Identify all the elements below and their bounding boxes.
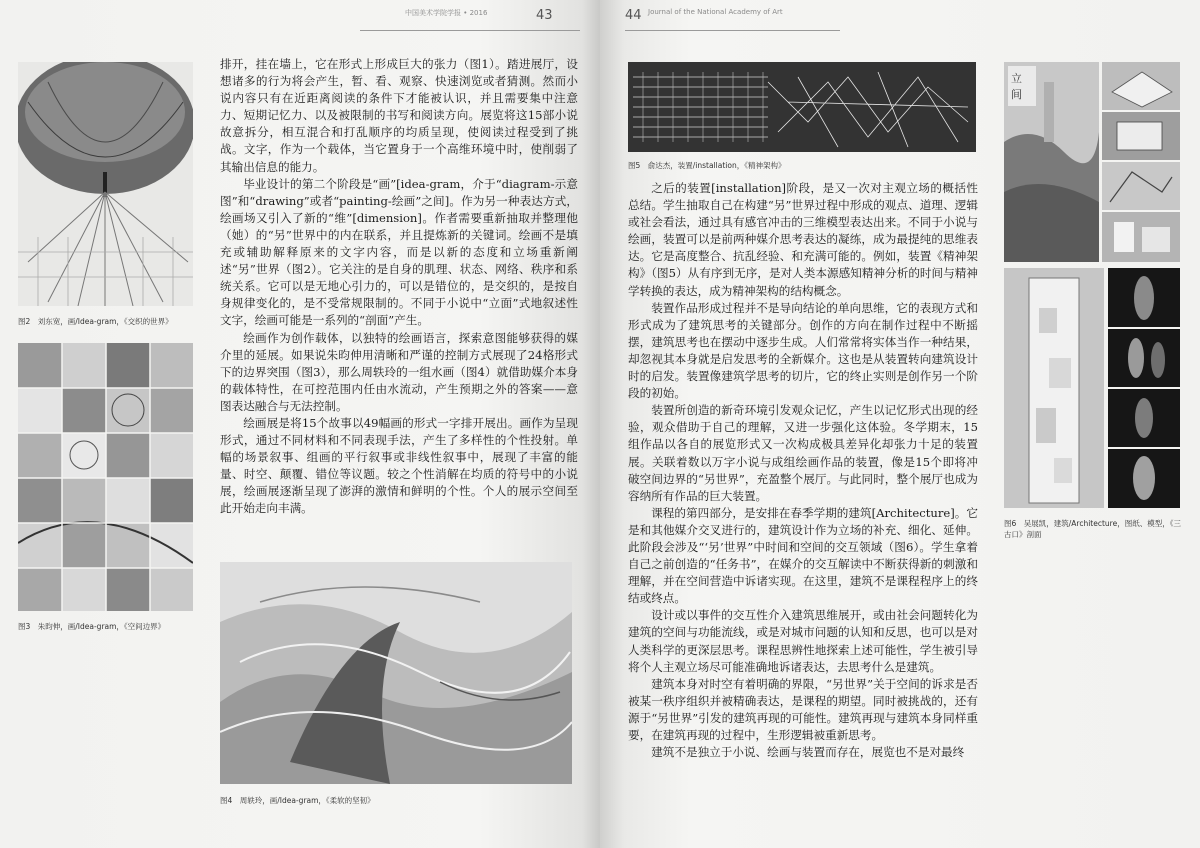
figure-3-grid-drawing bbox=[18, 343, 193, 611]
left-running-head: 中国美术学院学报 • 2016 bbox=[405, 9, 488, 17]
figure-5-installation bbox=[628, 62, 976, 152]
figure-2-caption: 图2 刘东宽，画/Idea-gram，《交织的世界》 bbox=[18, 317, 173, 326]
right-page bbox=[600, 0, 1200, 848]
left-header-rule bbox=[360, 30, 580, 31]
right-paragraph-4: 课程的第四部分，是安排在春季学期的建筑[Architecture]。它是和其他媒介交叉进行的，建筑设计作为立场的补充、细化、延伸。此阶段会涉及“‘另’世界”中时间和空间的交互领域（图6）。学生拿着自己之前创造的“任务书”，在媒介的交互解读中不断获得新的刺激和理解，并在空间营造中诉诸实现。在这里，建筑不是课程程序上的终结或终点。 bbox=[628, 505, 978, 606]
right-header-rule bbox=[625, 30, 840, 31]
right-page-number: 44 bbox=[625, 8, 642, 23]
figure-6-section-model bbox=[1004, 268, 1104, 508]
figure-6-caption: 图6 吴展凯，建筑/Architecture，图纸、模型，《三古口》剖面 bbox=[1004, 519, 1181, 539]
figure-4-caption: 图4 周轶玲，画/Idea-gram，《柔软的坚韧》 bbox=[220, 796, 375, 805]
svg-text:立: 立 bbox=[1011, 72, 1022, 85]
figure-6-poster bbox=[1004, 62, 1099, 262]
right-paragraph-3: 装置所创造的新奇环境引发观众记忆，产生以记忆形式出现的经验，观众借助于自己的理解，又进一步强化这体验。冬学期末，15组作品以各自的展览形式又一次构成极具差异化却张力十足的装置展。关联着数以万字小说与成组绘画作品的装置，像是15个即将冲破空间边界的“另世界”，充盈整个展厅。与此同时，整个展厅也成为容纳所有作品的巨大装置。 bbox=[628, 403, 978, 503]
right-body-text bbox=[628, 180, 978, 761]
figure-2-drawing bbox=[18, 62, 193, 306]
left-paragraph-2: 毕业设计的第二个阶段是“画”[idea-gram，介于“diagram-示意图”和“drawing”或者“painting-绘画”之间]。作为另一种表达方式，绘画场又引入了新的“维”[dimension]。作者需要重新抽取并整理他（她）的“另”世界中的内在联系，并且提炼新的关键词。绘画不是填充或辅助解释原来的文字内容，而是以新的态度和立场重新阐述“另”世界（图2）。它关注的是自身的肌理、状态、网络、秩序和系统关系。它可以是无地心引力的，可以是错位的，是交织的，是按自身规律变化的，是不受常规限制的。不同于小说中“立面”式地叙述性文字，绘画可能是一系列的“剖面”产生。 bbox=[220, 176, 578, 328]
figure-6-performance-photos bbox=[1108, 268, 1180, 508]
right-paragraph-1: 之后的装置[installation]阶段，是又一次对主观立场的概括性总结。学生抽取自己在构建“另”世界过程中形成的观点、道理、逻辑或社会看法，通过具有感官冲击的三维模型表达出来。不同于小说与绘画，装置可以是前两种媒介思考表达的凝练，成为最提纯的思维表达。它是高度整合、抗乱经验、和充满可能的。例如，装置《精神架构》（图5）从有序到无序，是对人类本源感知精神分析的时间与精神学转换的表达，成为精神架构的结构概念。 bbox=[628, 181, 978, 298]
figure-4-water-painting bbox=[220, 562, 572, 784]
left-paragraph-4: 绘画展是将15个故事以49幅画的形式一字排开展出。画作为呈现形式，通过不同材料和不同表现手法，产生了多样性的个性投射。单幅的场景叙事、组画的平行叙事或非线性叙事中，展现了丰富的能量、时空、颠覆、错位等议题。较之个性消解在均质的符号中的小说展，绘画展逐渐呈现了澎湃的激情和鲜明的个性。个人的展示空间至此开始走向丰满。 bbox=[220, 415, 578, 516]
figure-6-models bbox=[1102, 62, 1180, 262]
figure-5-caption: 图5 俞达杰，装置/installation，《精神架构》 bbox=[628, 161, 786, 170]
right-paragraph-2: 装置作品形成过程并不是导向结论的单向思维，它的表现方式和形式成为了建筑思考的关键部分。创作的方向在制作过程中不断摇摆，建筑思考也在摆动中逐步生成。人们常常将实体当作一种结果，却忽视其本身就是启发思考的全新媒介。这也是从装置转向建筑设计时的启发。装置像建筑学思考的切片，它的终止实则是创作另一个阶段的初始。 bbox=[628, 300, 978, 401]
left-paragraph-1: 排开，挂在墙上，它在形式上形成巨大的张力（图1）。踏进展厅，设想诸多的行为将会产生，暂、看、观察、快速浏览或者猜测。然而小说内容只有在近距离阅读的条件下才能被认识，并且需要集中注意力、短期记忆力、以及被限制的书写和阅读方向。展览将这15部小说故意拆分，相互混合和打乱顺序的均质呈现，使阅读过程受到了挑战。文字，作为一个载体，当它置身于一个高维环境中时，使削弱了其输出信息的能力。 bbox=[220, 57, 578, 174]
right-paragraph-5: 设计或以事件的交互性介入建筑思维展开，或由社会问题转化为建筑的空间与功能流线，或是对城市问题的认知和反思，也可以是对人类科学的更深层思考。课程思辨性地探索上述可能性，学生被引导将个人主观立场尽可能准确地诉诸表达，去思考什么是建筑。 bbox=[628, 608, 978, 674]
figure-3-caption: 图3 朱昀伸，画/Idea-gram，《空间边界》 bbox=[18, 622, 166, 631]
right-running-head: Journal of the National Academy of Art bbox=[648, 8, 783, 16]
right-paragraph-7: 建筑不是独立于小说、绘画与装置而存在，展览也不是对最终 bbox=[651, 745, 965, 760]
right-paragraph-6: 建筑本身对时空有着明确的界限，“另世界”关于空间的诉求是否被某一秩序组织并被精确表达，是课程的期望。同时被挑战的，还有源于“另世界”引发的建筑再现的可能性。建筑再现与建筑本身同样重要，在建筑再现的过程中，生形逻辑被重新思考。 bbox=[628, 676, 978, 742]
left-body-text bbox=[220, 56, 578, 518]
svg-text:间: 间 bbox=[1011, 88, 1022, 101]
left-paragraph-3: 绘画作为创作载体，以独特的绘画语言，探索意图能够获得的媒介里的延展。如果说朱昀伸用清晰和严谨的控制方式展现了24格形式下的边界突围（图3），那么周轶玲的一组水画（图4）就借助媒介本身的载体特性，在可控范围内任由水流动，产生预期之外的答案——意图表达融合与无法控制。 bbox=[220, 330, 578, 413]
left-page-number: 43 bbox=[536, 8, 553, 23]
